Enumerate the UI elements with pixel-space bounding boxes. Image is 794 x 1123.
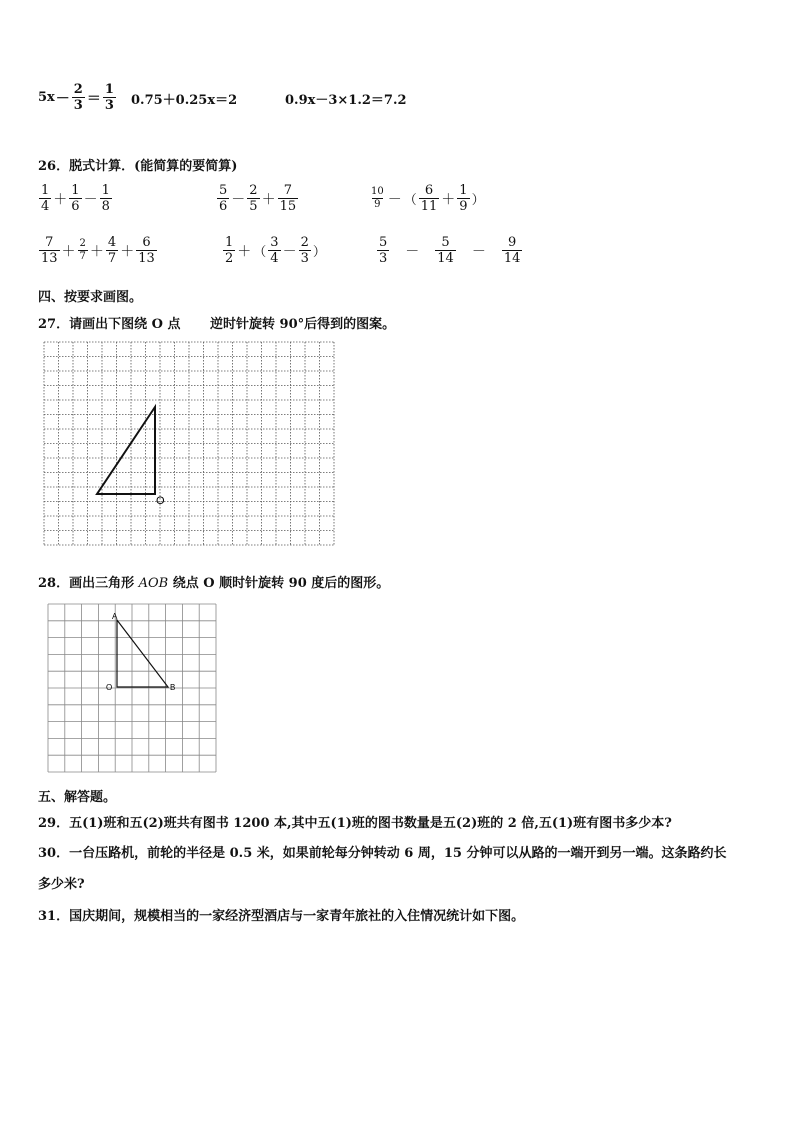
- section-5-title: 五、解答题。: [38, 790, 117, 805]
- den: 7: [79, 251, 86, 262]
- num: 5: [441, 235, 450, 250]
- operator: ＋: [441, 191, 456, 208]
- den: 14: [503, 251, 521, 266]
- num: 2: [249, 183, 258, 198]
- operator: －: [282, 243, 297, 260]
- den: 4: [41, 199, 50, 214]
- den: 3: [379, 251, 388, 266]
- den: 14: [437, 251, 454, 266]
- den: 3: [73, 98, 83, 113]
- q27-grid-figure: [40, 338, 348, 556]
- den: 8: [101, 199, 110, 214]
- operator: －: [83, 191, 98, 208]
- frac: [502, 235, 523, 266]
- q30-line1: 30．一台压路机，前轮的半径是 0.5 米，如果前轮每分钟转动 6 周，15 分钟可以从路的一端开到另一端。这条路约长: [38, 846, 727, 861]
- eq1-fraction-b: [103, 82, 116, 113]
- frac: [299, 235, 311, 266]
- num: 1: [104, 82, 114, 97]
- frac: [377, 235, 389, 266]
- frac: [247, 183, 259, 214]
- frac: [268, 235, 280, 266]
- eq1-lhs: 5x: [38, 90, 55, 105]
- num: 1: [225, 235, 234, 250]
- den: 13: [41, 251, 58, 266]
- operator: ＋: [120, 243, 135, 260]
- q28-grid: [48, 604, 216, 772]
- eq1-fraction-a: [72, 82, 85, 113]
- q27-grid: [44, 342, 334, 545]
- q26-expr-2: [216, 183, 299, 214]
- den: 7: [107, 251, 117, 266]
- equation-1: [38, 82, 117, 113]
- den: 6: [219, 199, 228, 214]
- q26-expr-5: [222, 235, 327, 266]
- num: 1: [459, 183, 468, 198]
- operator: －: [231, 191, 246, 208]
- den: 3: [300, 251, 309, 266]
- num: 6: [142, 235, 151, 250]
- q27-suffix: 逆时针旋转 90°后得到的图案。: [210, 317, 396, 332]
- den: 4: [270, 251, 279, 266]
- frac: [369, 186, 386, 211]
- frac: [78, 238, 88, 263]
- operator: －: [405, 243, 420, 260]
- frac: [39, 235, 60, 266]
- frac: [136, 235, 157, 266]
- q29-text: 29．五(1)班和五(2)班共有图书 1200 本,其中五(1)班的图书数量是五(2)班的 2 倍,五(1)班有图书多少本?: [38, 816, 672, 831]
- q26-title: 26．脱式计算．(能简算的要简算): [38, 159, 238, 174]
- q31-text: 31．国庆期间，规模相当的一家经济型酒店与一家青年旅社的入住情况统计如下图。: [38, 909, 525, 924]
- frac: [419, 183, 440, 214]
- num: 3: [270, 235, 279, 250]
- q27-label-o: O: [156, 495, 165, 507]
- num: 7: [283, 183, 292, 198]
- frac: [217, 183, 229, 214]
- eq1-equals: ＝: [86, 90, 101, 107]
- left-paren: （: [253, 245, 267, 260]
- frac: [106, 235, 118, 266]
- den: 11: [420, 199, 438, 214]
- den: 5: [249, 199, 258, 214]
- q27-triangle: [97, 407, 155, 494]
- q26-expr-4: [38, 235, 158, 266]
- left-paren: （: [403, 193, 417, 208]
- den: 6: [71, 199, 80, 214]
- num: 2: [73, 82, 83, 97]
- right-paren: ）: [312, 245, 326, 260]
- q28-label-o: O: [106, 683, 113, 692]
- den: 15: [279, 199, 297, 214]
- operator: ＋: [53, 191, 68, 208]
- num: 5: [379, 235, 388, 250]
- q28-suffix: 绕点 O 顺时针旋转 90 度后的图形。: [168, 576, 390, 591]
- num: 4: [107, 235, 117, 250]
- equation-2: 0.75＋0.25x＝2: [131, 93, 238, 108]
- q28-question: [38, 572, 389, 591]
- num: 5: [219, 183, 228, 198]
- num: 1: [101, 183, 110, 198]
- eq1-minus: －: [55, 90, 70, 107]
- q28-prefix: 28．画出三角形: [38, 576, 139, 591]
- frac: [435, 235, 456, 266]
- q28-triangle-name: AOB: [138, 576, 169, 591]
- q26-expr-1: [38, 183, 113, 214]
- frac: [457, 183, 469, 214]
- frac: [100, 183, 112, 214]
- den: 9: [459, 199, 468, 214]
- q28-grid-figure: [44, 600, 220, 776]
- frac: [278, 183, 299, 214]
- q27-prefix: 27．请画出下图绕 O 点: [38, 317, 181, 332]
- q26-expr-6: [376, 235, 523, 266]
- num: 1: [71, 183, 80, 198]
- num: 6: [424, 183, 434, 198]
- right-paren: ）: [471, 193, 485, 208]
- operator: ＋: [237, 243, 252, 260]
- den: 9: [374, 199, 381, 210]
- operator: ＋: [261, 191, 276, 208]
- den: 2: [225, 251, 234, 266]
- num: 2: [300, 235, 309, 250]
- operator: －: [387, 191, 402, 208]
- frac: [223, 235, 235, 266]
- q28-label-b: B: [170, 683, 176, 692]
- den: 13: [138, 251, 155, 266]
- operator: ＋: [89, 243, 104, 260]
- q26-expr-3: [368, 183, 486, 214]
- operator: －: [471, 243, 486, 260]
- num: 2: [79, 238, 86, 249]
- q28-triangle: [117, 620, 168, 687]
- operator: ＋: [61, 243, 76, 260]
- den: 3: [104, 98, 114, 113]
- frac: [39, 183, 51, 214]
- num: 1: [41, 183, 50, 198]
- section-4-title: 四、按要求画图。: [38, 290, 143, 305]
- num: 10: [371, 186, 384, 197]
- num: 7: [45, 235, 54, 250]
- equation-3: 0.9x－3×1.2＝7.2: [285, 93, 407, 108]
- frac: [69, 183, 81, 214]
- q28-label-a: A: [112, 612, 118, 621]
- q30-line2: 多少米?: [38, 877, 85, 892]
- num: 9: [507, 235, 517, 250]
